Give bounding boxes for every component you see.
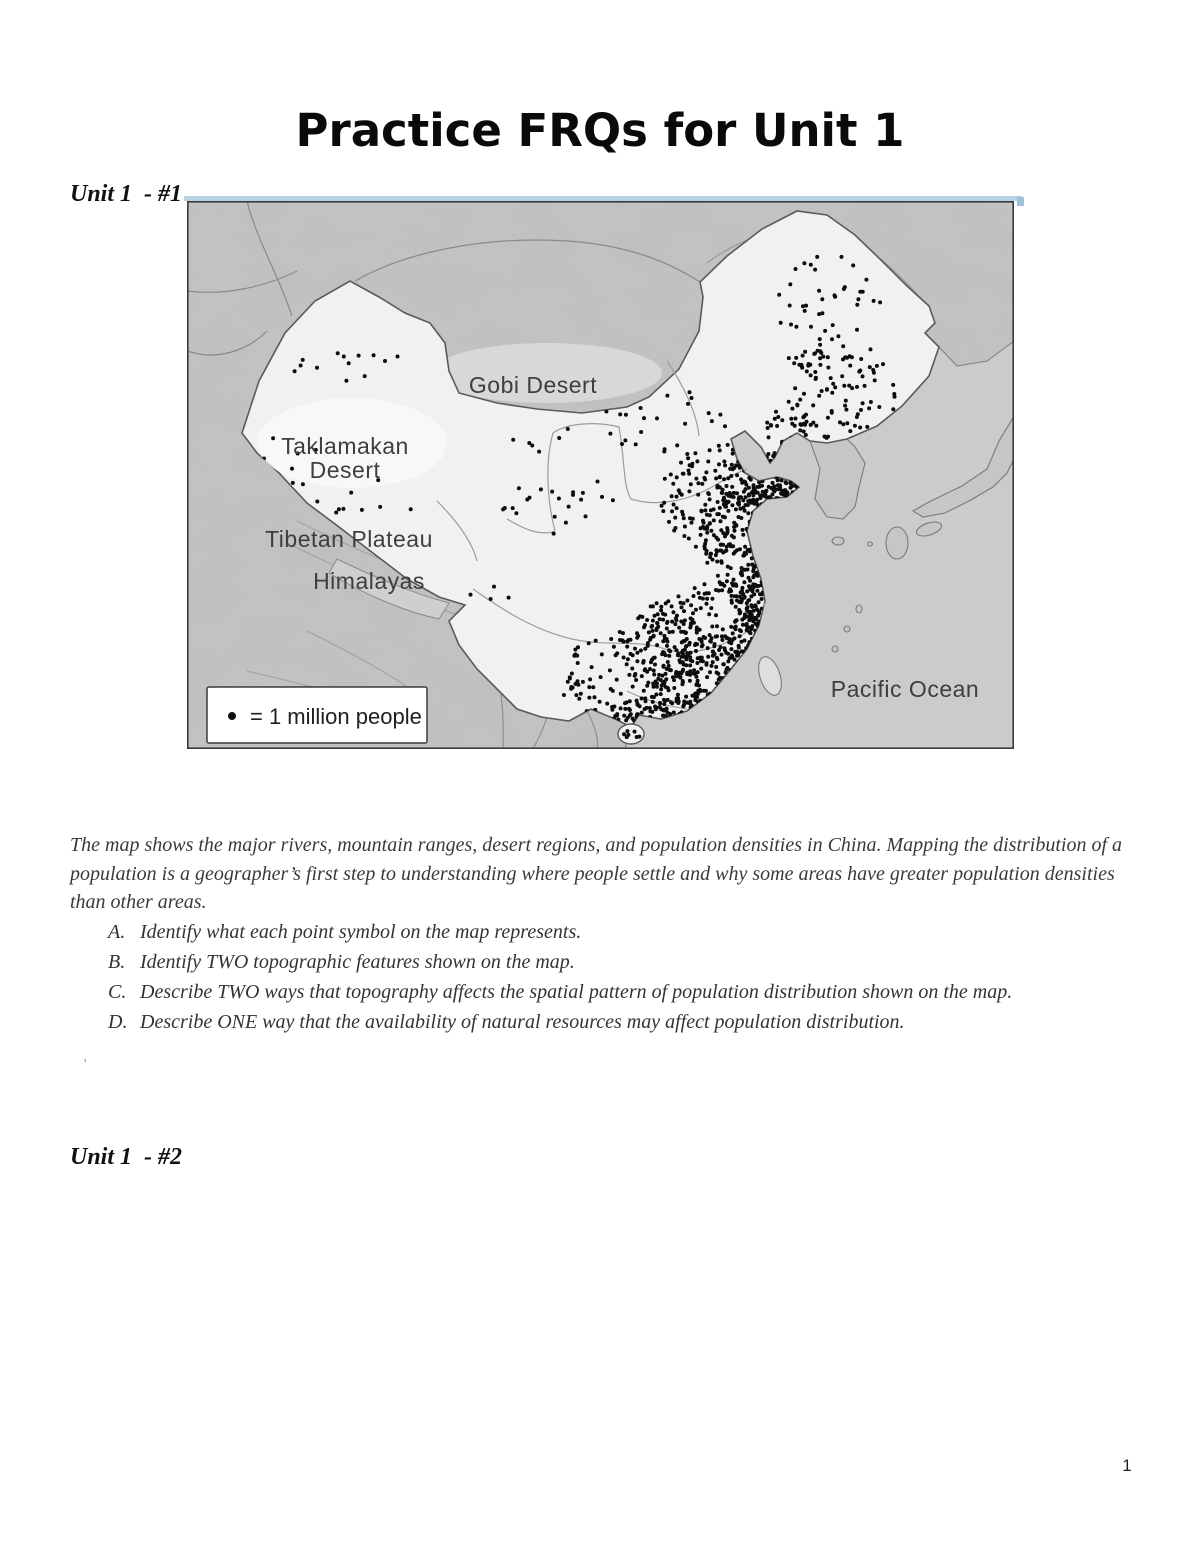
label-himalayas: Himalayas xyxy=(313,568,425,594)
label-tibetan-plateau: Tibetan Plateau xyxy=(265,526,433,552)
frq-item-a-letter: A. xyxy=(108,921,126,943)
label-taklamakan-desert: Desert xyxy=(309,457,381,483)
unit1-heading: Unit 1 - #1 xyxy=(70,180,183,207)
japan-kyushu xyxy=(886,527,908,559)
china-population-map xyxy=(187,196,1019,749)
frq-item-d xyxy=(70,1007,1140,1037)
frq-item-a-text: Identify what each point symbol on the map represents. xyxy=(140,921,582,943)
frq-item-a xyxy=(70,917,1140,947)
frq-item-c-letter: C. xyxy=(108,981,127,1003)
frq-item-b-letter: B. xyxy=(108,951,126,973)
unit2-heading: Unit 1 - #2 xyxy=(70,1143,183,1170)
map-canvas xyxy=(187,201,1014,749)
islet-yellow-sea xyxy=(868,542,873,546)
label-gobi-desert: Gobi Desert xyxy=(468,372,598,398)
map-legend xyxy=(207,687,427,743)
selection-handle xyxy=(1017,197,1024,206)
legend-dot-symbol xyxy=(228,712,236,720)
frq-question-list xyxy=(70,917,1140,1037)
frq-item-c-text: Describe TWO ways that topography affects the spatial pattern of population distribution shown on the map. xyxy=(140,981,1013,1003)
intro-paragraph: The map shows the major rivers, mountain ranges, desert regions, and population densities in China. Mapping the distribution of a population is a geographer’s first step to understanding where people settle and why some areas have greater population densities than other areas. xyxy=(70,834,1123,913)
frq-item-c xyxy=(70,977,1140,1007)
label-pacific-ocean: Pacific Ocean xyxy=(830,676,980,702)
frq-item-b-text: Identify TWO topographic features shown on the map. xyxy=(140,951,575,973)
label-taklamakan: Taklamakan xyxy=(281,433,409,459)
hainan-island xyxy=(618,724,644,744)
legend-label: = 1 million people xyxy=(250,704,422,729)
frq-item-d-letter: D. xyxy=(108,1011,128,1033)
jeju-island xyxy=(832,537,844,545)
stray-apostrophe-mark: ' xyxy=(84,1056,87,1071)
frq-item-d-text: Describe ONE way that the availability of natural resources may affect population distribution. xyxy=(140,1011,905,1033)
page-number: 1 xyxy=(1122,1456,1132,1475)
frq-item-b xyxy=(70,947,1140,977)
ryukyu-3 xyxy=(832,646,838,652)
page-title: Practice FRQs for Unit 1 xyxy=(295,104,905,158)
ryukyu-2 xyxy=(844,626,850,632)
ryukyu-1 xyxy=(856,605,862,613)
